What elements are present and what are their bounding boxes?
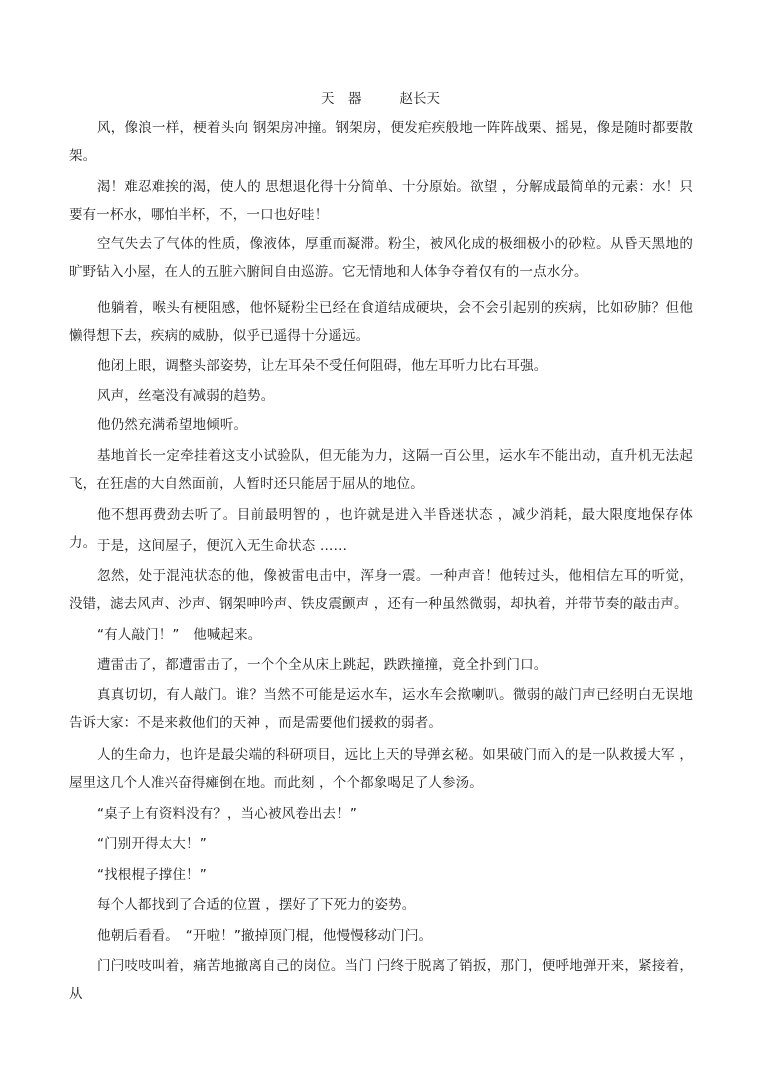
paragraph: 风，像浪一样，梗着头向 钢架房冲撞。钢架房，便发疟疾般地一阵阵战栗、摇晃，像是随时都要散架。 — [69, 120, 693, 164]
paragraph: 人的生命力，也许是最尖端的科研项目，远比上天的导弹玄秘。如果破门而入的是一队救援大军 ，屋里这几个人准兴奋得瘫倒在地。而此刻 ，个个都象喝足了人参汤。 — [69, 747, 693, 791]
paragraph: 忽然，处于混沌状态的他，像被雷电击中，浑身一震。一种声音！他转过头，他相信左耳的听觉，没错，滤去风声、沙声、钢架呻吟声、铁皮震颤声 ，还有一种虽然微弱，却执着，并带节奏的敲击声。 — [69, 568, 693, 612]
paragraph: “有人敲门！” 他喊起来。 — [97, 627, 262, 643]
article-title — [0, 89, 761, 109]
paragraph: 他仍然充满希望地倾听。 — [97, 417, 248, 433]
paragraph: 于是，这间屋子，便沉入无生命状态 …… — [97, 538, 348, 554]
paragraph: 渴！难忍难挨的渴，使人的 思想退化得十分简单、十分原始。欲望 ，分解成最简单的元素：水！只要有一杯水，哪怕半杯，不，一口也好哇！ — [69, 179, 693, 223]
paragraph: 他躺着，喉头有梗阻感，他怀疑粉尘已经在食道结成硬块，会不会引起别的疾病，比如矽肺？但他懒得想下去，疾病的威胁，似乎已遥得十分遥远。 — [69, 300, 693, 344]
paragraph: 每个人都找到了合适的位置 ，摆好了下死力的姿势。 — [97, 897, 416, 913]
paragraph: 真真切切，有人敲门。谁？当然不可能是运水车，运水车会揿喇叭。微弱的敲门声已经明白无误地告诉大家：不是来救他们的天神 ，而是需要他们援救的弱者。 — [69, 687, 693, 731]
title-author: 赵长天 — [399, 91, 440, 107]
paragraph: 门闩吱吱叫着，痛苦地撤离自己的岗位。当门 闩终于脱离了销扳，那门，便呼地弹开来，紧接着，从 — [69, 958, 693, 1002]
paragraph: 遭雷击了，都遭雷击了，一个个全从床上跳起，跌跌撞撞，竟全扑到门口。 — [97, 657, 548, 673]
paragraph: 空气失去了气体的性质，像液体，厚重而凝滞。粉尘，被风化成的极细极小的砂粒。从昏天黑地的旷野钻入小屋，在人的五脏六腑间自由巡游。它无情地和人体争夺着仅有的一点水分。 — [69, 236, 693, 280]
paragraph: 他闭上眼，调整头部姿势，让左耳朵不受任何阻碍，他左耳听力比右耳强。 — [97, 358, 548, 374]
paragraph: 风声，丝毫没有减弱的趋势。 — [97, 388, 275, 404]
paragraph: “找根棍子撑住！” — [97, 867, 207, 883]
paragraph: “桌子上有资料没有？，当心被风卷出去！” — [97, 806, 357, 822]
paragraph: 基地首长一定牵挂着这支小试验队，但无能为力，这隔一百公里，运水车不能出动，直升机无法起飞，在狂虐的大自然面前，人暂时还只能居于屈从的地位。 — [69, 448, 693, 492]
title-name: 天 器 — [321, 91, 362, 107]
paragraph: 他不想再费劲去听了。目前最明智的 ，也许就是进入半昏迷状态 ，减少消耗，最大限度地保存体力。 — [69, 507, 693, 551]
paragraph: “门别开得太大！” — [97, 836, 207, 852]
paragraph: 他朝后看看。 “开啦！”撤掉顶门棍，他慢慢移动门闩。 — [97, 928, 433, 944]
